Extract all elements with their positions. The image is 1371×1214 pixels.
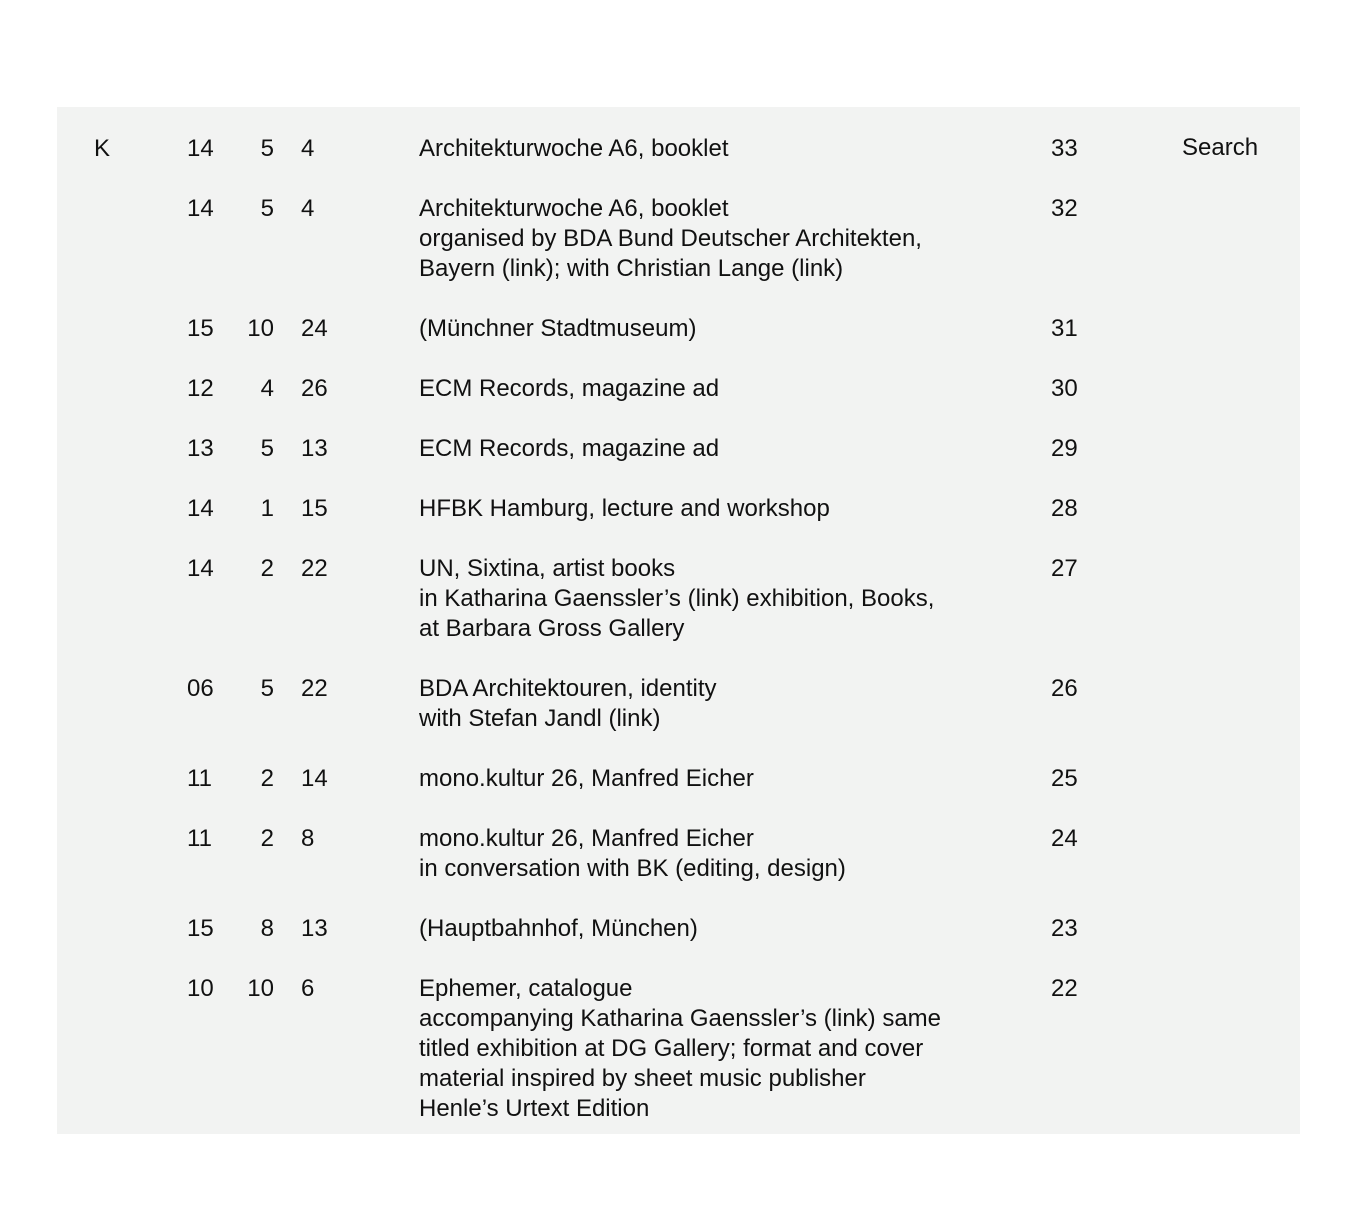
row-title: mono.kultur 26, Manfred Eicher bbox=[419, 765, 754, 792]
list-item[interactable] bbox=[57, 824, 1300, 884]
row-description bbox=[419, 134, 1019, 164]
row-detail-line: in conversation with BK (editing, design) bbox=[419, 855, 846, 882]
row-title: UN, Sixtina, artist books bbox=[419, 555, 676, 582]
row-description bbox=[419, 824, 1019, 884]
row-number: 28 bbox=[1051, 495, 1078, 522]
row-value-b: 2 bbox=[260, 825, 274, 852]
row-value-a: 15 bbox=[187, 915, 214, 942]
row-value-c: 4 bbox=[301, 135, 315, 162]
row-number: 32 bbox=[1051, 195, 1078, 222]
row-value-c: 22 bbox=[301, 555, 328, 582]
row-number: 33 bbox=[1051, 135, 1078, 162]
row-value-b: 1 bbox=[260, 495, 274, 522]
row-value-c: 22 bbox=[301, 675, 328, 702]
row-detail-line: in Katharina Gaenssler’s (link) exhibition, Books, bbox=[419, 585, 935, 612]
list-item[interactable] bbox=[57, 134, 1300, 164]
row-value-c: 6 bbox=[301, 975, 315, 1002]
row-description bbox=[419, 554, 1019, 644]
row-number: 30 bbox=[1051, 375, 1078, 402]
row-number: 22 bbox=[1051, 975, 1078, 1002]
row-value-a: 14 bbox=[187, 555, 214, 582]
row-description bbox=[419, 914, 1019, 944]
row-detail-line: titled exhibition at DG Gallery; format and cover bbox=[419, 1035, 924, 1062]
row-number: 25 bbox=[1051, 765, 1078, 792]
row-value-b: 4 bbox=[260, 375, 274, 402]
row-number: 31 bbox=[1051, 315, 1078, 342]
row-value-b: 10 bbox=[247, 315, 274, 342]
row-description bbox=[419, 374, 1019, 404]
list-item[interactable] bbox=[57, 434, 1300, 464]
row-title: HFBK Hamburg, lecture and workshop bbox=[419, 495, 830, 522]
row-value-c: 24 bbox=[301, 315, 328, 342]
row-value-a: 12 bbox=[187, 375, 214, 402]
row-title: ECM Records, magazine ad bbox=[419, 435, 720, 462]
row-detail-line: accompanying Katharina Gaenssler’s (link) same bbox=[419, 1005, 942, 1032]
row-description bbox=[419, 314, 1019, 344]
row-value-b: 2 bbox=[260, 555, 274, 582]
list-item[interactable] bbox=[57, 374, 1300, 404]
row-title: ECM Records, magazine ad bbox=[419, 375, 720, 402]
row-detail-line: Bayern (link); with Christian Lange (link) bbox=[419, 255, 844, 282]
list-item[interactable] bbox=[57, 194, 1300, 284]
row-number: 26 bbox=[1051, 675, 1078, 702]
row-value-b: 5 bbox=[260, 435, 274, 462]
list-item[interactable] bbox=[57, 764, 1300, 794]
row-value-a: 14 bbox=[187, 135, 214, 162]
row-value-b: 8 bbox=[260, 915, 274, 942]
list-item[interactable] bbox=[57, 494, 1300, 524]
row-value-b: 5 bbox=[260, 195, 274, 222]
row-value-a: 06 bbox=[187, 675, 214, 702]
row-title: (Hauptbahnhof, München) bbox=[419, 915, 698, 942]
row-value-b: 2 bbox=[260, 765, 274, 792]
row-value-a: 11 bbox=[187, 825, 212, 852]
row-number: 23 bbox=[1051, 915, 1078, 942]
row-description bbox=[419, 764, 1019, 794]
row-detail-line: material inspired by sheet music publisher bbox=[419, 1065, 866, 1092]
project-list bbox=[57, 134, 1300, 1134]
row-value-a: 15 bbox=[187, 315, 214, 342]
row-value-b: 10 bbox=[247, 975, 274, 1002]
search-link[interactable]: Search bbox=[1182, 134, 1259, 161]
row-value-b: 5 bbox=[260, 675, 274, 702]
row-description bbox=[419, 194, 1019, 284]
row-number: 29 bbox=[1051, 435, 1078, 462]
row-detail-line: with Stefan Jandl (link) bbox=[419, 705, 661, 732]
row-description bbox=[419, 674, 1019, 734]
row-detail-line: Henle’s Urtext Edition bbox=[419, 1095, 650, 1122]
row-value-c: 26 bbox=[301, 375, 328, 402]
row-value-a: 13 bbox=[187, 435, 214, 462]
index-panel bbox=[57, 107, 1300, 1134]
row-detail-line: at Barbara Gross Gallery bbox=[419, 615, 685, 642]
row-value-c: 8 bbox=[301, 825, 315, 852]
index-letter-link[interactable]: K bbox=[94, 135, 111, 162]
row-title: Architekturwoche A6, booklet bbox=[419, 195, 729, 222]
row-value-a: 14 bbox=[187, 495, 214, 522]
row-number: 24 bbox=[1051, 825, 1078, 852]
row-value-a: 10 bbox=[187, 975, 214, 1002]
row-title: BDA Architektouren, identity bbox=[419, 675, 717, 702]
row-value-a: 11 bbox=[187, 765, 212, 792]
row-value-c: 15 bbox=[301, 495, 328, 522]
row-detail-line: organised by BDA Bund Deutscher Architekten, bbox=[419, 225, 922, 252]
row-value-c: 13 bbox=[301, 435, 328, 462]
row-title: Ephemer, catalogue bbox=[419, 975, 633, 1002]
row-description bbox=[419, 974, 1019, 1124]
list-item[interactable] bbox=[57, 554, 1300, 644]
row-value-b: 5 bbox=[260, 135, 274, 162]
row-value-c: 4 bbox=[301, 195, 315, 222]
row-value-c: 14 bbox=[301, 765, 328, 792]
row-number: 27 bbox=[1051, 555, 1078, 582]
list-item[interactable] bbox=[57, 674, 1300, 734]
row-title: mono.kultur 26, Manfred Eicher bbox=[419, 825, 754, 852]
row-value-c: 13 bbox=[301, 915, 328, 942]
row-value-a: 14 bbox=[187, 195, 214, 222]
list-item[interactable] bbox=[57, 314, 1300, 344]
list-item[interactable] bbox=[57, 914, 1300, 944]
row-description bbox=[419, 434, 1019, 464]
list-item[interactable] bbox=[57, 974, 1300, 1124]
row-description bbox=[419, 494, 1019, 524]
row-title: (Münchner Stadtmuseum) bbox=[419, 315, 697, 342]
row-title: Architekturwoche A6, booklet bbox=[419, 135, 729, 162]
